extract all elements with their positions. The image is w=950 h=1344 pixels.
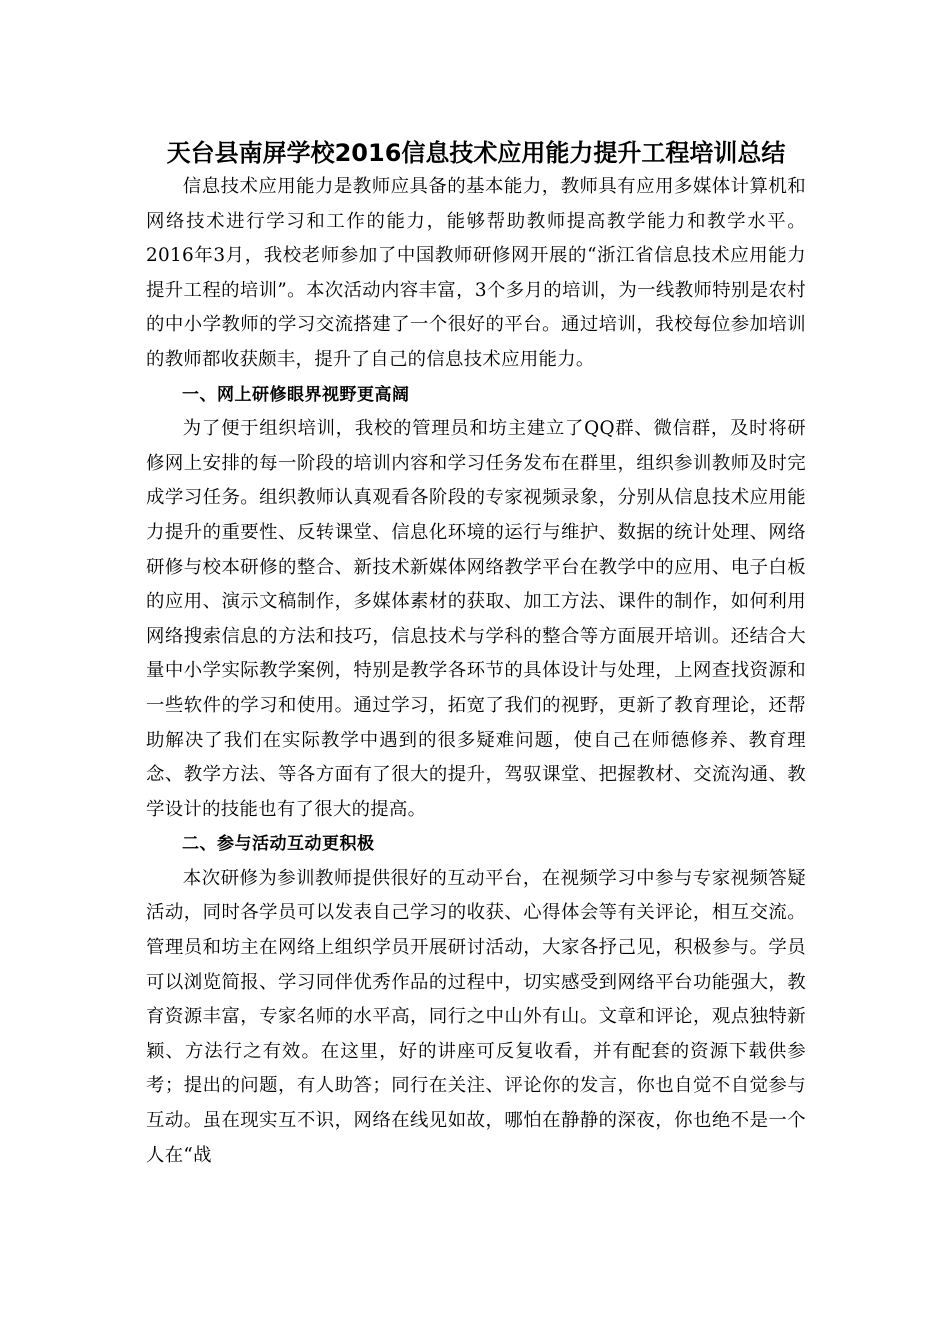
section-2-body: 本次研修为参训教师提供很好的互动平台，在视频学习中参与专家视频答疑活动，同时各学员可以发表自己学习的收获、心得体会等有关评论，相互交流。管理员和坊主在网络上组织学员开展研讨活动，大家各抒己见，积极参与。学员可以浏览简报、学习同伴优秀作品的过程中，切实感受到网络平台功能强大，教育资源丰富，专家名师的水平高，同行之中山外有山。文章和评论，观点独特新颖、方法行之有效。在这里，好的讲座可反复收看，并有配套的资源下载供参考；提出的问题，有人助答；同行在关注、评论你的发言，你也自觉不自觉参与互动。虽在现实互不识，网络在线见如故，哪怕在静静的深夜，你也绝不是一个人在“战 [146, 867, 806, 1166]
section-2-heading: 二、参与活动互动更积极 [182, 834, 375, 855]
document-page [146, 136, 806, 1173]
document-title: 天台县南屏学校2016信息技术应用能力提升工程培训总结 [166, 139, 786, 167]
section-1-body: 为了便于组织培训，我校的管理员和坊主建立了QQ群、微信群，及时将研修网上安排的每一阶段的培训内容和学习任务发布在群里，组织参训教师及时完成学习任务。组织教师认真观看各阶段的专家视频录象，分别从信息技术应用能力提升的重要性、反转课堂、信息化环境的运行与维护、数据的统计处理、网络研修与校本研修的整合、新技术新媒体网络教学平台在教学中的应用、电子白板的应用、演示文稿制作，多媒体素材的获取、加工方法、课件的制作，如何利用网络搜索信息的方法和技巧，信息技术与学科的整合等方面展开培训。还结合大量中小学实际教学案例，特别是教学各环节的具体设计与处理，上网查找资源和一些软件的学习和使用。通过学习，拓宽了我们的视野，更新了教育理论，还帮助解决了我们在实际教学中遇到的很多疑难问题，使自己在师德修养、教育理念、教学方法、等各方面有了很大的提升，驾驭课堂、把握教材、交流沟通、教学设计的技能也有了很大的提高。 [146, 418, 806, 820]
section-1-heading: 一、网上研修眼界视野更高阔 [182, 384, 410, 405]
intro-paragraph: 信息技术应用能力是教师应具备的基本能力，教师具有应用多媒体计算机和网络技术进行学习和工作的能力，能够帮助教师提高教学能力和教学水平。2016年3月，我校老师参加了中国教师研修网开展的“浙江省信息技术应用能力提升工程的培训”。本次活动内容丰富，3个多月的培训，为一线教师特别是农村的中小学教师的学习交流搭建了一个很好的平台。通过培训，我校每位参加培训的教师都收获颇丰，提升了自己的信息技术应用能力。 [146, 176, 806, 370]
